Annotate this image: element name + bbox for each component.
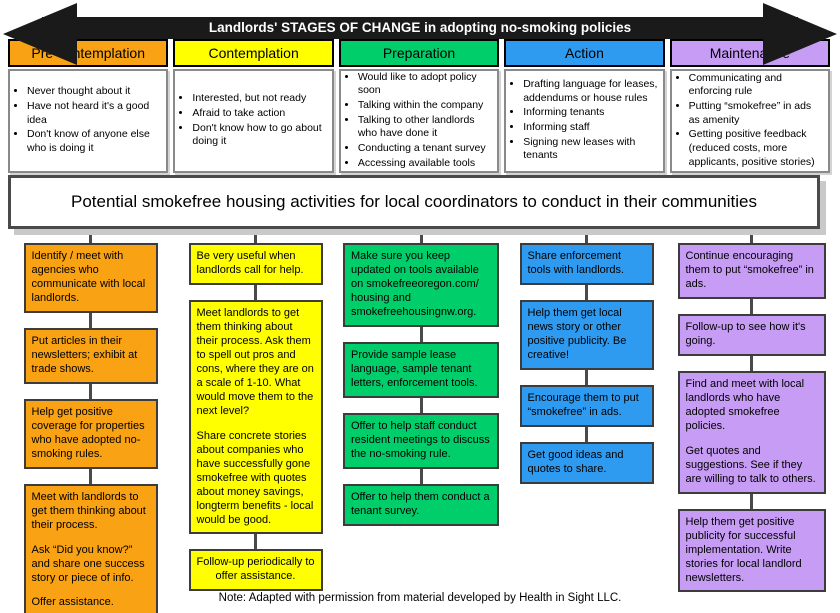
activities-column-contemplation	[173, 228, 338, 613]
stage-bullet: • Informing staff	[523, 121, 659, 135]
activity-box	[343, 413, 499, 469]
stage-bullet: • Have not heard it's a good idea	[27, 100, 163, 127]
stage-bullet-list	[341, 71, 497, 171]
connector-line	[420, 228, 423, 243]
activity-text: Encourage them to put “smokefree” in ads.	[527, 391, 639, 418]
stage-bullet: • Communicating and enforcing rule	[689, 72, 825, 99]
connector-line	[750, 228, 753, 243]
activity-text: Meet with landlords to get them thinking about their process.	[31, 490, 146, 531]
stage-bullet: • Getting positive feedback (reduced costs, more applicants, positive stories)	[689, 128, 825, 169]
stage-description-row	[8, 69, 830, 173]
activity-text: Follow-up periodically to offer assistance.	[196, 556, 315, 583]
stage-bullet: • Conducting a tenant survey	[358, 142, 494, 156]
stage-bullet-list	[672, 72, 828, 170]
stage-bullet: • Informing tenants	[523, 106, 659, 120]
stage-bullet: • Don't know how to go about doing it	[192, 122, 328, 149]
connector-line	[89, 469, 92, 484]
activity-box	[343, 342, 499, 398]
stage-description-preparation	[339, 69, 499, 173]
activity-text: Get quotes and suggestions. See if they are willing to talk to others.	[685, 444, 816, 485]
activity-box	[678, 314, 826, 356]
activities-column-preparation	[338, 228, 504, 613]
stage-bullet: • Don't know of anyone else who is doing it	[27, 128, 163, 155]
activity-text: Help them get local news story or other positive publicity. Be creative!	[527, 306, 627, 361]
activity-box	[343, 484, 499, 526]
stage-description-action	[504, 69, 664, 173]
connector-line	[585, 228, 588, 243]
activity-box	[189, 243, 323, 285]
connector-line	[420, 327, 423, 342]
activity-text: Make sure you keep updated on tools available on smokefreeoregon.com/ housing and smokefreehousingnw.org.	[351, 250, 479, 318]
activity-box	[343, 243, 499, 327]
activity-text: Continue encouraging them to put “smokefree” in ads.	[685, 250, 814, 290]
arrowhead-left-icon	[3, 3, 77, 65]
stage-bullet-list	[506, 78, 662, 164]
connector-line	[750, 494, 753, 509]
connector-line	[420, 469, 423, 484]
stage-header-maintenance: Maintenance	[670, 39, 830, 67]
activities-column-maintenance	[669, 228, 834, 613]
activity-box	[189, 300, 323, 535]
stage-header-contemplation: Contemplation	[173, 39, 333, 67]
stage-bullet-list	[175, 92, 331, 150]
connector-line	[585, 285, 588, 300]
activity-text: Ask “Did you know?” and share one success story or piece of info.	[31, 543, 145, 584]
activity-box	[24, 399, 158, 469]
activity-text: Share concrete stories about companies who have successfully gone smokefree with quotes about money savings, longterm benefits - local would be good.	[196, 429, 314, 526]
connector-line	[750, 356, 753, 371]
activity-box	[678, 371, 826, 494]
connector-line	[254, 534, 257, 549]
activity-text: Offer assistance.	[31, 596, 114, 609]
connector-line	[254, 285, 257, 300]
footer-note: Note: Adapted with permission from material developed by Health in Sight LLC.	[218, 592, 622, 604]
activity-box	[678, 243, 826, 299]
activity-text: Offer to help them conduct a tenant survey.	[351, 490, 490, 517]
activity-text: Identify / meet with agencies who communicate with local landlords.	[31, 250, 146, 304]
stage-description-pre-contemplation	[8, 69, 168, 173]
activity-text: Offer to help staff conduct resident meetings to discuss the no-smoking rule.	[351, 419, 490, 460]
activity-text: Put articles in their newsletters; exhibit at trade shows.	[31, 334, 138, 375]
activity-text: Get good ideas and quotes to share.	[527, 448, 624, 475]
activity-box	[189, 549, 323, 591]
connector-line	[89, 313, 92, 328]
stage-header-pre-contemplation: Pre-contemplation	[8, 39, 168, 67]
activities-banner: Potential smokefree housing activities for local coordinators to conduct in their communities	[8, 175, 820, 229]
activity-box	[24, 328, 158, 384]
stage-bullet: • Would like to adopt policy soon	[358, 71, 494, 98]
connector-line	[585, 427, 588, 442]
activity-text: Follow-up to see how it's going.	[685, 320, 806, 347]
stage-description-contemplation	[173, 69, 333, 173]
activity-box	[520, 243, 654, 285]
activity-text: Help get positive coverage for properties who have adopted no-smoking rules.	[31, 405, 145, 460]
stage-header-preparation: Preparation	[339, 39, 499, 67]
stage-bullet-list	[10, 85, 166, 156]
stage-bullet: • Never thought about it	[27, 85, 163, 99]
stage-description-maintenance	[670, 69, 830, 173]
stage-header-action: Action	[504, 39, 664, 67]
stage-bullet: • Talking within the company	[358, 99, 494, 113]
activity-text: Be very useful when landlords call for help.	[196, 250, 304, 276]
activities-column-action	[504, 228, 669, 613]
arrowhead-right-icon	[763, 3, 837, 65]
connector-line	[420, 398, 423, 413]
connector-line	[254, 228, 257, 243]
diagram-title: Landlords' STAGES OF CHANGE in adopting no-smoking policies	[42, 17, 798, 39]
connector-line	[585, 370, 588, 385]
stage-bullet: • Putting “smokefree” in ads as amenity	[689, 100, 825, 127]
connector-line	[89, 228, 92, 243]
stage-bullet: • Interested, but not ready	[192, 92, 328, 106]
activity-box	[520, 300, 654, 370]
activities-flow-row	[8, 228, 834, 613]
stage-bullet: • Drafting language for leases, addendums or house rules	[523, 78, 659, 105]
activity-text: Help them get positive publicity for successful implementation. Write stories for local landlord newsletters.	[685, 515, 802, 584]
connector-line	[750, 299, 753, 314]
activity-box	[520, 385, 654, 427]
activity-box	[678, 509, 826, 593]
stage-bullet: • Accessing available tools	[358, 157, 494, 171]
connector-line	[89, 384, 92, 399]
activity-text: Provide sample lease language, sample tenant letters, enforcement tools.	[351, 348, 478, 389]
stage-header-row	[8, 39, 830, 67]
stage-bullet: • Afraid to take action	[192, 107, 328, 121]
activity-box	[520, 442, 654, 484]
activity-text: Find and meet with local landlords who have adopted smokefree policies.	[685, 377, 805, 432]
stage-bullet: • Talking to other landlords who have done it	[358, 114, 494, 141]
stage-bullet: • Signing new leases with tenants	[523, 136, 659, 163]
activities-column-pre-contemplation	[8, 228, 173, 613]
activity-text: Share enforcement tools with landlords.	[527, 250, 625, 276]
activity-text: Meet landlords to get them thinking about their process. Ask them to spell out pros and cons, where they are on a scale of 1-10. What would move them to the next level?	[196, 306, 314, 417]
activity-box	[24, 243, 158, 313]
